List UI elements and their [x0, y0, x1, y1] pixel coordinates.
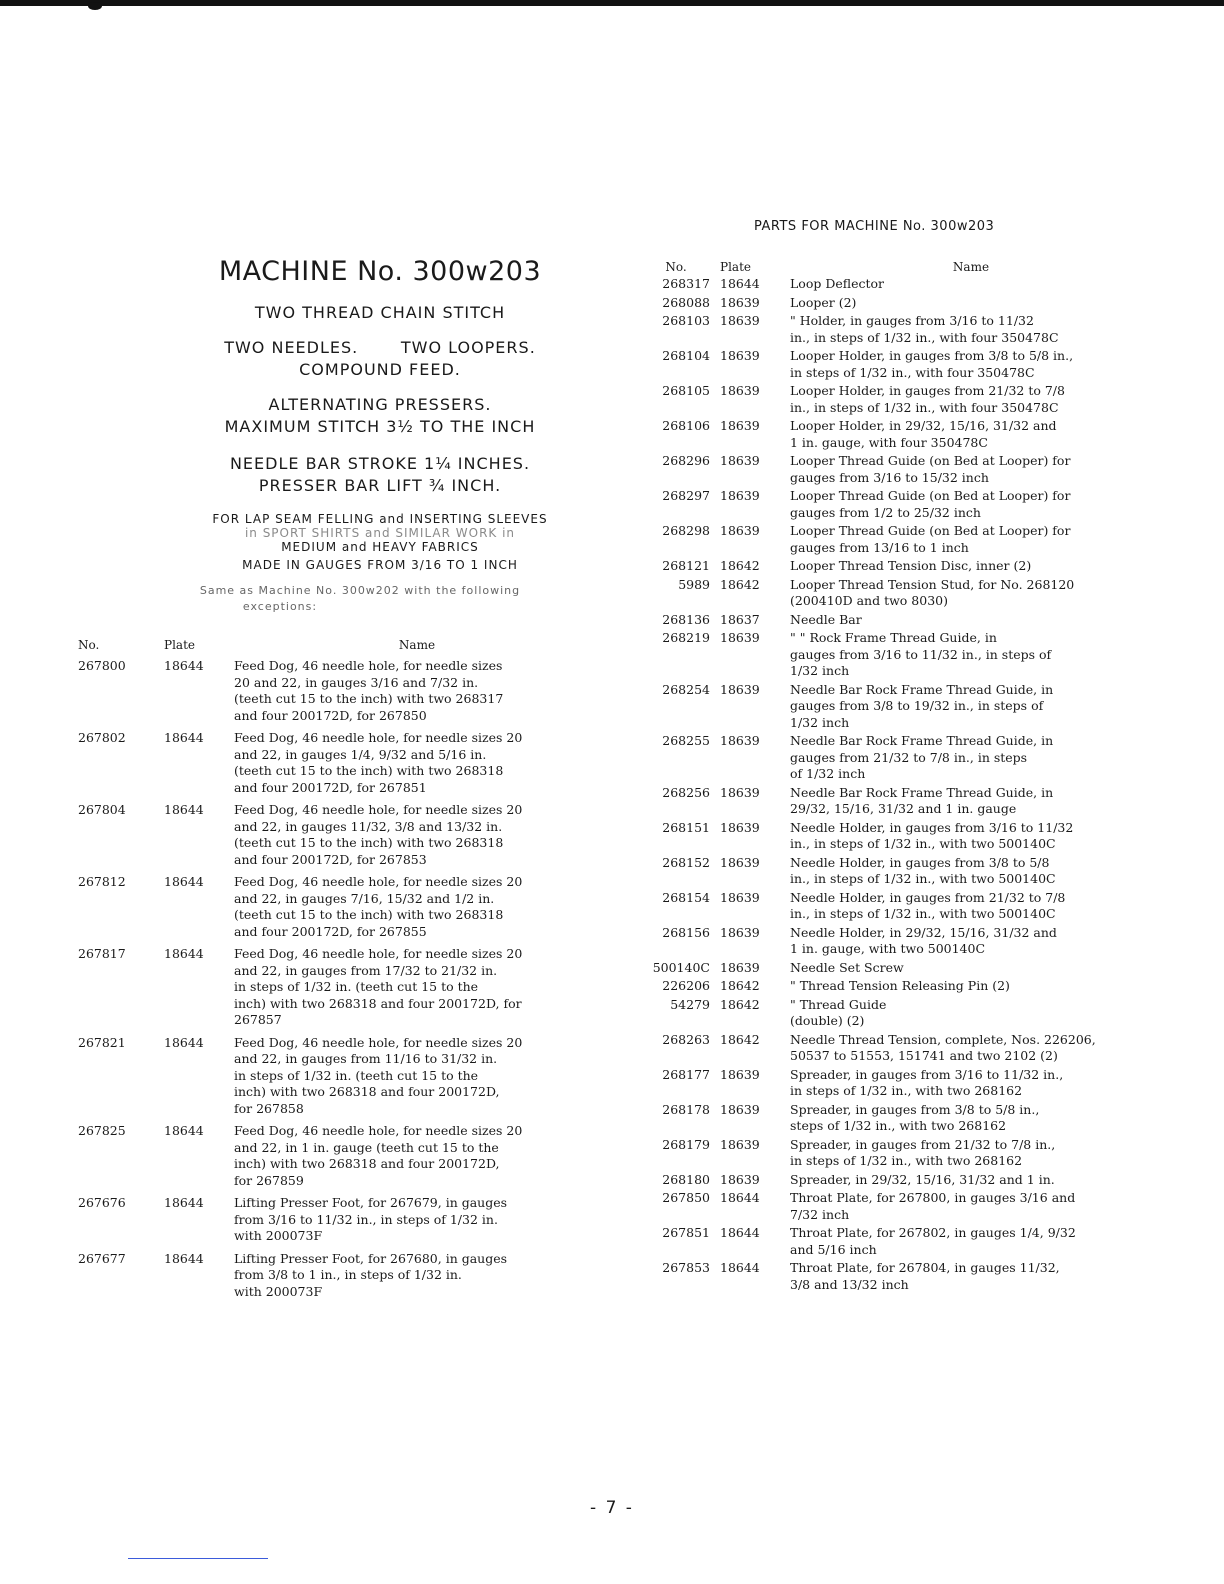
- spec-line: FOR LAP SEAM FELLING and INSERTING SLEEVES: [212, 512, 548, 526]
- table-row: [78, 730, 600, 796]
- plate-number: 18639: [720, 488, 760, 503]
- table-row: [78, 1251, 600, 1301]
- part-number: 268180: [662, 1171, 710, 1187]
- part-number: 267821: [78, 1034, 126, 1050]
- part-number: 268298: [662, 523, 710, 538]
- part-name: Spreader, in gauges from 3/8 to 5/8 in., steps of 1/32 in., with two 268162: [790, 1101, 1040, 1133]
- table-row: [642, 682, 1152, 732]
- plate-number: 18644: [720, 276, 760, 291]
- part-name: Looper Thread Tension Stud, for No. 268120 (200410D and two 8030): [790, 576, 1075, 608]
- table-row: [642, 1032, 1152, 1065]
- plate-number: 18639: [720, 418, 760, 433]
- table-row: [642, 558, 1152, 575]
- table-row: [78, 1195, 600, 1245]
- table-header: [78, 636, 600, 652]
- plate-number: 18639: [720, 924, 760, 940]
- part-number: 268256: [662, 784, 710, 800]
- plate-number: 18644: [164, 658, 204, 673]
- plate-number: 18639: [720, 733, 760, 748]
- part-name: Spreader, in 29/32, 15/16, 31/32 and 1 in.: [790, 1171, 1055, 1187]
- part-number: 267804: [78, 802, 126, 817]
- part-number: 268255: [662, 733, 710, 748]
- table-row: [642, 295, 1152, 312]
- part-name: Looper Holder, in gauges from 21/32 to 7/8 in., in steps of 1/32 in., with four 350478C: [790, 383, 1065, 415]
- spec-line: in SPORT SHIRTS and SIMILAR WORK in: [244, 526, 516, 540]
- plate-number: 18644: [164, 874, 204, 889]
- plate-number: 18639: [720, 784, 760, 800]
- spec-line: TWO NEEDLES. TWO LOOPERS.: [224, 338, 536, 357]
- part-number: 268179: [662, 1136, 710, 1152]
- part-number: 267800: [78, 658, 126, 673]
- table-header: [642, 258, 1152, 274]
- column-header-no: No.: [665, 260, 687, 274]
- plate-number: 18639: [720, 681, 760, 697]
- part-number: 268106: [662, 418, 710, 433]
- table-row: [78, 874, 600, 940]
- column-header-name: Name: [398, 638, 436, 652]
- page-number: - 7 -: [590, 1498, 634, 1518]
- plate-number: 18644: [720, 1190, 760, 1205]
- part-number: 268317: [662, 276, 710, 291]
- scan-mark: [88, 2, 102, 10]
- table-row: [642, 1260, 1152, 1293]
- part-number: 268105: [662, 383, 710, 398]
- table-row: [642, 276, 1152, 293]
- part-name: Needle Bar Rock Frame Thread Guide, in 29/32, 15/16, 31/32 and 1 in. gauge: [790, 784, 1054, 816]
- part-number: 267677: [78, 1250, 126, 1266]
- part-name: Needle Holder, in 29/32, 15/16, 31/32 and 1 in. gauge, with two 500140C: [790, 924, 1057, 956]
- table-row: [642, 630, 1152, 680]
- part-name: Feed Dog, 46 needle hole, for needle sizes 20 and 22, in gauges from 17/32 to 21/32 in. in steps of 1/32 in. (teeth cut 15 to the inch) with two 268318 and four 200172D, for 267857: [234, 946, 523, 1027]
- part-number: 54279: [670, 996, 710, 1012]
- part-number: 268254: [662, 681, 710, 697]
- table-row: [642, 313, 1152, 346]
- table-row: [642, 1067, 1152, 1100]
- table-row: [642, 1102, 1152, 1135]
- table-row: [642, 785, 1152, 818]
- part-name: Spreader, in gauges from 21/32 to 7/8 in., in steps of 1/32 in., with two 268162: [790, 1136, 1056, 1168]
- part-number: 268219: [662, 630, 710, 645]
- machine-title: MACHINE No. 300w203: [218, 256, 542, 287]
- part-number: 268178: [662, 1101, 710, 1117]
- plate-number: 18639: [720, 959, 760, 975]
- part-number: 267817: [78, 946, 126, 961]
- table-row: [642, 890, 1152, 923]
- part-number: 268121: [662, 558, 710, 573]
- part-number: 267825: [78, 1123, 126, 1138]
- plate-number: 18644: [720, 1260, 760, 1275]
- part-name: " Holder, in gauges from 3/16 to 11/32 in., in steps of 1/32 in., with four 350478C: [790, 313, 1059, 345]
- note-line: exceptions:: [242, 600, 318, 613]
- right-parts-table: [642, 258, 1152, 1293]
- table-row: [642, 733, 1152, 783]
- plate-number: 18644: [164, 802, 204, 817]
- part-name: Feed Dog, 46 needle hole, for needle sizes 20 and 22, in gauges from 11/16 to 31/32 in. in steps of 1/32 in. (teeth cut 15 to the inch) with two 268318 and four 200172D, for 267858: [234, 1034, 523, 1116]
- part-name: Feed Dog, 46 needle hole, for needle sizes 20 and 22, in gauges 7/16, 15/32 and 1/2 in. (teeth cut 15 to the inch) with two 268318 and four 200172D, for 267855: [234, 874, 523, 939]
- parts-title: PARTS FOR MACHINE No. 300w203: [754, 219, 995, 234]
- column-header-plate: Plate: [164, 638, 195, 652]
- part-name: Loop Deflector: [790, 276, 885, 291]
- part-name: " Thread Tension Releasing Pin (2): [790, 978, 1010, 993]
- table-row: [642, 418, 1152, 451]
- part-number: 267676: [78, 1195, 126, 1210]
- spec-line: PRESSER BAR LIFT ¾ INCH.: [258, 476, 502, 495]
- part-number: 268156: [662, 924, 710, 940]
- part-number: 268136: [662, 611, 710, 627]
- table-row: [78, 658, 600, 724]
- table-row: [78, 1123, 600, 1189]
- part-name: Throat Plate, for 267804, in gauges 11/32, 3/8 and 13/32 inch: [790, 1260, 1060, 1292]
- part-number: 268104: [662, 348, 710, 363]
- plate-number: 18644: [164, 1034, 204, 1050]
- part-name: Feed Dog, 46 needle hole, for needle sizes 20 and 22, in 1 in. gauge (teeth cut 15 to the inch) with two 268318 and four 200172D, for 267859: [234, 1123, 523, 1188]
- plate-number: 18639: [720, 453, 760, 468]
- part-number: 268154: [662, 889, 710, 905]
- spec-line: MAXIMUM STITCH 3½ TO THE INCH: [224, 417, 536, 436]
- table-row: [78, 802, 600, 868]
- plate-number: 18642: [720, 996, 760, 1012]
- column-header-no: No.: [78, 638, 100, 652]
- part-name: Looper Thread Guide (on Bed at Looper) for gauges from 13/16 to 1 inch: [790, 523, 1071, 555]
- plate-number: 18644: [720, 1225, 760, 1240]
- table-row: [642, 925, 1152, 958]
- part-number: 268177: [662, 1066, 710, 1082]
- part-number: 267851: [662, 1225, 710, 1240]
- column-header-plate: Plate: [720, 260, 751, 274]
- part-number: 268103: [662, 313, 710, 328]
- part-name: Needle Holder, in gauges from 21/32 to 7/8 in., in steps of 1/32 in., with two 500140C: [790, 889, 1066, 921]
- spec-line: NEEDLE BAR STROKE 1¼ INCHES.: [229, 454, 531, 473]
- spec-line: ALTERNATING PRESSERS.: [268, 395, 492, 414]
- part-name: Needle Bar Rock Frame Thread Guide, in gauges from 21/32 to 7/8 in., in steps of 1/32 inch: [790, 733, 1054, 781]
- note-line: Same as Machine No. 300w202 with the following: [199, 584, 521, 597]
- table-row: [642, 348, 1152, 381]
- part-number: 268088: [662, 294, 710, 310]
- table-row: [642, 1172, 1152, 1189]
- table-body: [78, 658, 600, 1300]
- plate-number: 18639: [720, 1066, 760, 1082]
- part-number: 267850: [662, 1190, 710, 1205]
- plate-number: 18639: [720, 889, 760, 905]
- part-name: Looper (2): [790, 294, 857, 310]
- table-row: [642, 997, 1152, 1030]
- table-row: [78, 946, 600, 1029]
- plate-number: 18639: [720, 348, 760, 363]
- top-scan-rule: [0, 0, 1224, 6]
- footer-link-rule: [128, 1558, 268, 1559]
- spec-line: MADE IN GAUGES FROM 3/16 TO 1 INCH: [242, 558, 518, 572]
- plate-number: 18639: [720, 523, 760, 538]
- part-name: Feed Dog, 46 needle hole, for needle sizes 20 and 22, in gauges 3/16 and 7/32 in. (teeth cut 15 to the inch) with two 268317 and four 200172D, for 267850: [234, 658, 504, 723]
- plate-number: 18639: [720, 313, 760, 328]
- part-name: Feed Dog, 46 needle hole, for needle sizes 20 and 22, in gauges 1/4, 9/32 and 5/16 in. (teeth cut 15 to the inch) with two 268318 and four 200172D, for 267851: [234, 730, 523, 795]
- part-number: 268296: [662, 453, 710, 468]
- part-name: Lifting Presser Foot, for 267679, in gauges from 3/16 to 11/32 in., in steps of 1/32 in. with 200073F: [234, 1195, 508, 1243]
- part-name: Lifting Presser Foot, for 267680, in gauges from 3/8 to 1 in., in steps of 1/32 in. with 200073F: [234, 1250, 508, 1299]
- table-row: [78, 1035, 600, 1118]
- plate-number: 18639: [720, 630, 760, 645]
- spec-line: MEDIUM and HEAVY FABRICS: [281, 540, 479, 554]
- table-row: [642, 1190, 1152, 1223]
- table-row: [642, 1137, 1152, 1170]
- part-name: Needle Thread Tension, complete, Nos. 226206, 50537 to 51553, 151741 and two 2102 (2): [790, 1031, 1096, 1063]
- part-name: Feed Dog, 46 needle hole, for needle sizes 20 and 22, in gauges 11/32, 3/8 and 13/32 in. (teeth cut 15 to the inch) with two 268318 and four 200172D, for 267853: [234, 802, 523, 867]
- part-name: " " Rock Frame Thread Guide, in gauges from 3/16 to 11/32 in., in steps of 1/32 inch: [790, 630, 1052, 678]
- part-number: 268152: [662, 854, 710, 870]
- part-name: Needle Bar: [790, 611, 862, 627]
- part-name: Spreader, in gauges from 3/16 to 11/32 in., in steps of 1/32 in., with two 268162: [790, 1066, 1064, 1098]
- plate-number: 18644: [164, 946, 204, 961]
- table-row: [642, 488, 1152, 521]
- part-number: 226206: [662, 978, 710, 993]
- plate-number: 18639: [720, 294, 760, 310]
- part-number: 5989: [678, 576, 710, 592]
- table-body: [642, 276, 1152, 1293]
- spec-line: COMPOUND FEED.: [299, 360, 461, 379]
- plate-number: 18639: [720, 819, 760, 835]
- plate-number: 18644: [164, 1250, 204, 1266]
- part-name: Looper Holder, in gauges from 3/8 to 5/8 in., in steps of 1/32 in., with four 350478C: [790, 348, 1074, 380]
- plate-number: 18642: [720, 978, 760, 993]
- table-row: [642, 383, 1152, 416]
- part-number: 267853: [662, 1260, 710, 1275]
- table-row: [642, 523, 1152, 556]
- plate-number: 18639: [720, 383, 760, 398]
- table-row: [642, 1225, 1152, 1258]
- part-number: 267802: [78, 730, 126, 745]
- plate-number: 18639: [720, 1101, 760, 1117]
- part-name: Needle Bar Rock Frame Thread Guide, in gauges from 3/8 to 19/32 in., in steps of 1/32 inch: [790, 681, 1054, 730]
- table-row: [642, 577, 1152, 610]
- spec-line: TWO THREAD CHAIN STITCH: [254, 303, 506, 322]
- plate-number: 18639: [720, 1136, 760, 1152]
- part-name: " Thread Guide (double) (2): [790, 996, 887, 1028]
- part-number: 268151: [662, 819, 710, 835]
- table-row: [642, 960, 1152, 977]
- part-name: Looper Thread Guide (on Bed at Looper) for gauges from 1/2 to 25/32 inch: [790, 488, 1071, 520]
- table-row: [642, 978, 1152, 995]
- part-name: Throat Plate, for 267802, in gauges 1/4, 9/32 and 5/16 inch: [790, 1225, 1076, 1257]
- part-number: 268263: [662, 1031, 710, 1047]
- plate-number: 18644: [164, 1195, 204, 1210]
- table-row: [642, 855, 1152, 888]
- part-name: Looper Thread Tension Disc, inner (2): [790, 558, 1032, 573]
- plate-number: 18639: [720, 854, 760, 870]
- plate-number: 18637: [720, 611, 760, 627]
- plate-number: 18642: [720, 576, 760, 592]
- table-row: [642, 612, 1152, 629]
- part-name: Looper Thread Guide (on Bed at Looper) for gauges from 3/16 to 15/32 inch: [790, 453, 1071, 485]
- plate-number: 18644: [164, 1123, 204, 1138]
- plate-number: 18642: [720, 558, 760, 573]
- part-name: Throat Plate, for 267800, in gauges 3/16 and 7/32 inch: [790, 1190, 1076, 1222]
- part-name: Needle Set Screw: [790, 959, 904, 975]
- column-header-name: Name: [952, 260, 990, 274]
- part-number: 268297: [662, 488, 710, 503]
- part-number: 267812: [78, 874, 126, 889]
- plate-number: 18644: [164, 730, 204, 745]
- table-row: [642, 820, 1152, 853]
- part-name: Needle Holder, in gauges from 3/8 to 5/8 in., in steps of 1/32 in., with two 500140C: [790, 854, 1056, 886]
- part-name: Needle Holder, in gauges from 3/16 to 11/32 in., in steps of 1/32 in., with two 500140C: [790, 819, 1074, 851]
- part-number: 500140C: [652, 959, 710, 975]
- part-name: Looper Holder, in 29/32, 15/16, 31/32 and 1 in. gauge, with four 350478C: [790, 418, 1057, 450]
- table-row: [642, 453, 1152, 486]
- plate-number: 18639: [720, 1171, 760, 1187]
- left-parts-table: [78, 636, 600, 1300]
- plate-number: 18642: [720, 1031, 760, 1047]
